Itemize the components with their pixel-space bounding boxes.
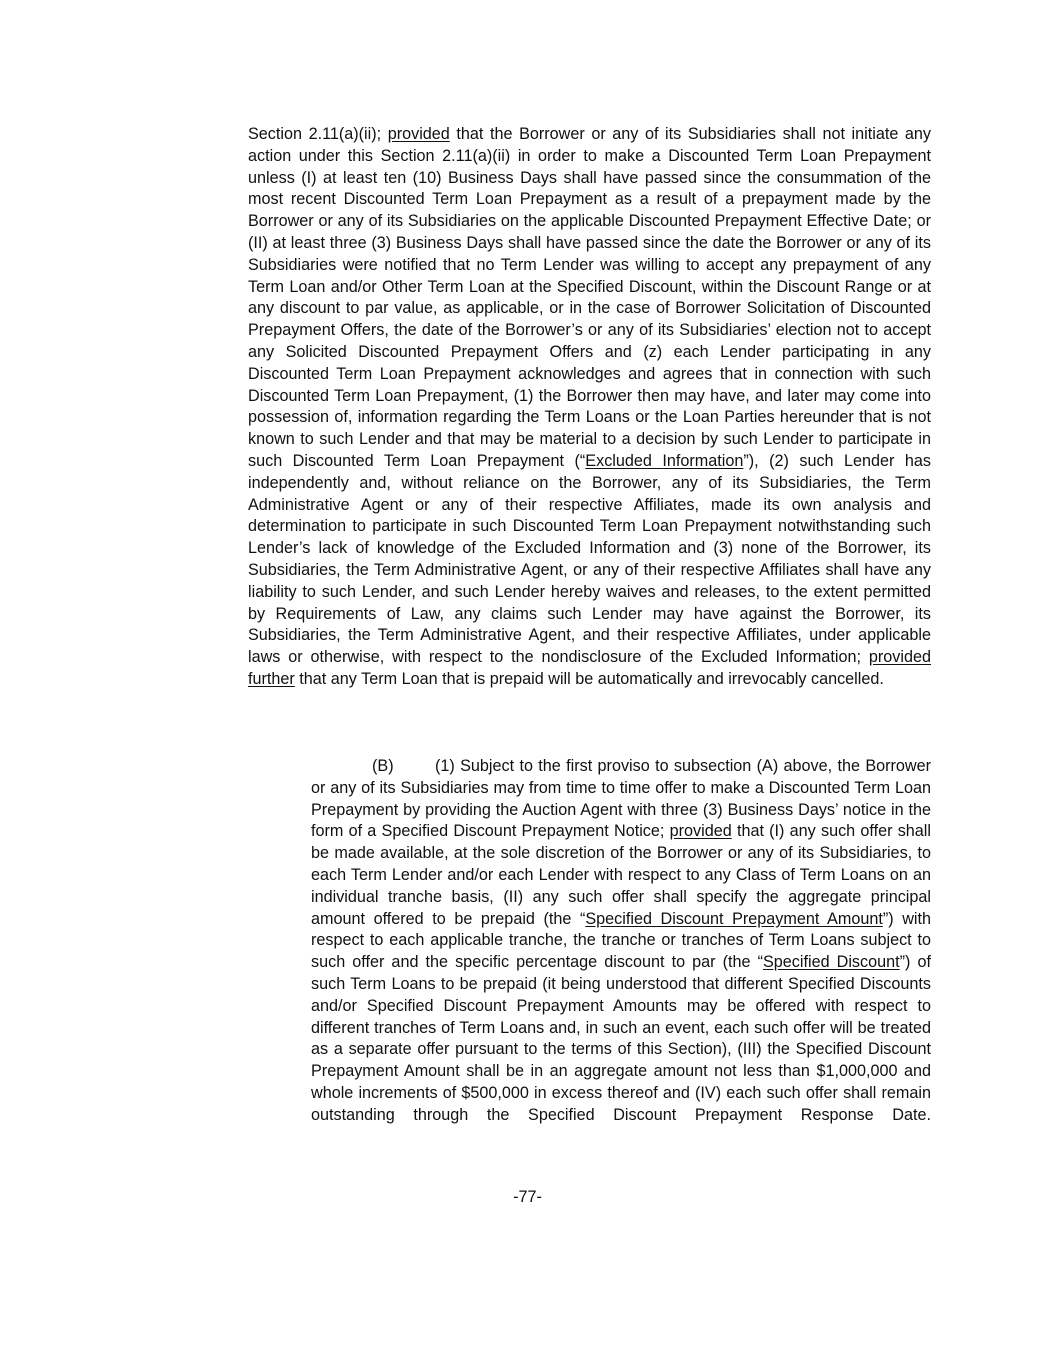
text-run: (1) Subject to the first proviso to subsection (A) above, the Borrower or any of its Subsidiaries may from time to time offer to make a Discounted Term Loan Prepayment by providing the Auction Agent with three (3) Business Days’ notice in the form of a Specified Discount Prepayment Notice; — [311, 757, 931, 841]
defined-term-provided: provided — [387, 125, 450, 143]
defined-term-specified-discount-prepayment-amount: Specified Discount Prepayment Amount — [585, 909, 883, 928]
text-run: ”) of such Term Loans to be prepaid (it being understood that different Specified Discounts and/or Specified Discount Prepayment Amounts may be offered with respect to different tranches of Term Loans and, in such an event, each such offer will be treated as a separate offer pursuant to the terms of this Section), (III) the Specified Discount Prepayment Amount shall be in an aggregate amount not less than $1,000,000 and whole increments of $500,000 in excess thereof and (IV) each such offer shall remain outstanding through the Specified Discount Prepayment Response Date. — [311, 953, 931, 1124]
text-run: that any Term Loan that is prepaid will be automatically and irrevocably cancelled. — [294, 669, 884, 688]
text-run: Section 2.11(a)(ii); — [248, 125, 388, 143]
page-number: -77- — [513, 1188, 542, 1206]
defined-term-provided: provided — [669, 822, 732, 841]
subsection-label: (B) — [372, 757, 394, 775]
body-paragraph-b — [311, 756, 931, 1127]
defined-term-provided: provided — [868, 648, 931, 667]
text-run: that (I) any such offer shall be made available, at the sole discretion of the Borrower or any of its Subsidiaries, to each Term Lender and/or each Lender with respect to any Class of Term Loans on an individual tranche basis, (II) any such offer shall specify the aggregate principal amount offered to be prepaid (the “ — [311, 822, 931, 928]
text-run: ”) with respect to each applicable tranche, the tranche or tranches of Term Loans subject to such offer and the specific percentage discount to par (the “ — [311, 909, 931, 972]
body-paragraph-main — [248, 124, 931, 691]
text-run: that the Borrower or any of its Subsidiaries shall not initiate any action under this Section 2.11(a)(ii) in order to make a Discounted Term Loan Prepayment unless (I) at least ten (10) Business Days shall have passed since the consummation of the most recent Discounted Term Loan Prepayment as a result of a prepayment made by the Borrower or any of its Subsidiaries on the applicable Discounted Prepayment Effective Date; or (II) at least three (3) Business Days shall have passed since the date the Borrower or any of its Subsidiaries were notified that no Term Lender was willing to accept any prepayment of any Term Loan and/or Other Term Loan at the Specified Discount, within the Discount Range or at any discount to par value, as applicable, or in the case of Borrower Solicitation of Discounted Prepayment Offers, the date of the Borrower’s or any of its Subsidiaries’ election not to accept any Solicited Discounted Prepayment Offers and (z) each Lender participating in any Discounted Term Loan Prepayment acknowledges and agrees that in connection with such Discounted Term Loan Prepayment, (1) the Borrower then may have, and later may come into possession of, information regarding the Term Loans or the Loan Parties hereunder that is not known to such Lender and that may be material to a decision by such Lender to participate in such Discounted Term Loan Prepayment (“ — [248, 125, 932, 470]
defined-term-specified-discount: Specified Discount — [762, 953, 900, 972]
defined-term-excluded-information: Excluded Information — [585, 451, 744, 470]
text-run: ”), (2) such Lender has independently and, without reliance on the Borrower, any of its Subsidiaries, the Term Administrative Agent or any of their respective Affiliates, made its own analysis and determination to participate in such Discounted Term Loan Prepayment notwithstanding such Lender’s lack of knowledge of the Excluded Information and (3) none of the Borrower, its Subsidiaries, the Term Administrative Agent, or any of their respective Affiliates shall have any liability to such Lender, and such Lender hereby waives and releases, to the extent permitted by Requirements of Law, any claims such Lender may have against the Borrower, its Subsidiaries, the Term Administrative Agent, and their respective Affiliates, under applicable laws or otherwise, with respect to the nondisclosure of the Excluded Information; — [248, 451, 931, 667]
defined-term-further: further — [248, 669, 295, 688]
